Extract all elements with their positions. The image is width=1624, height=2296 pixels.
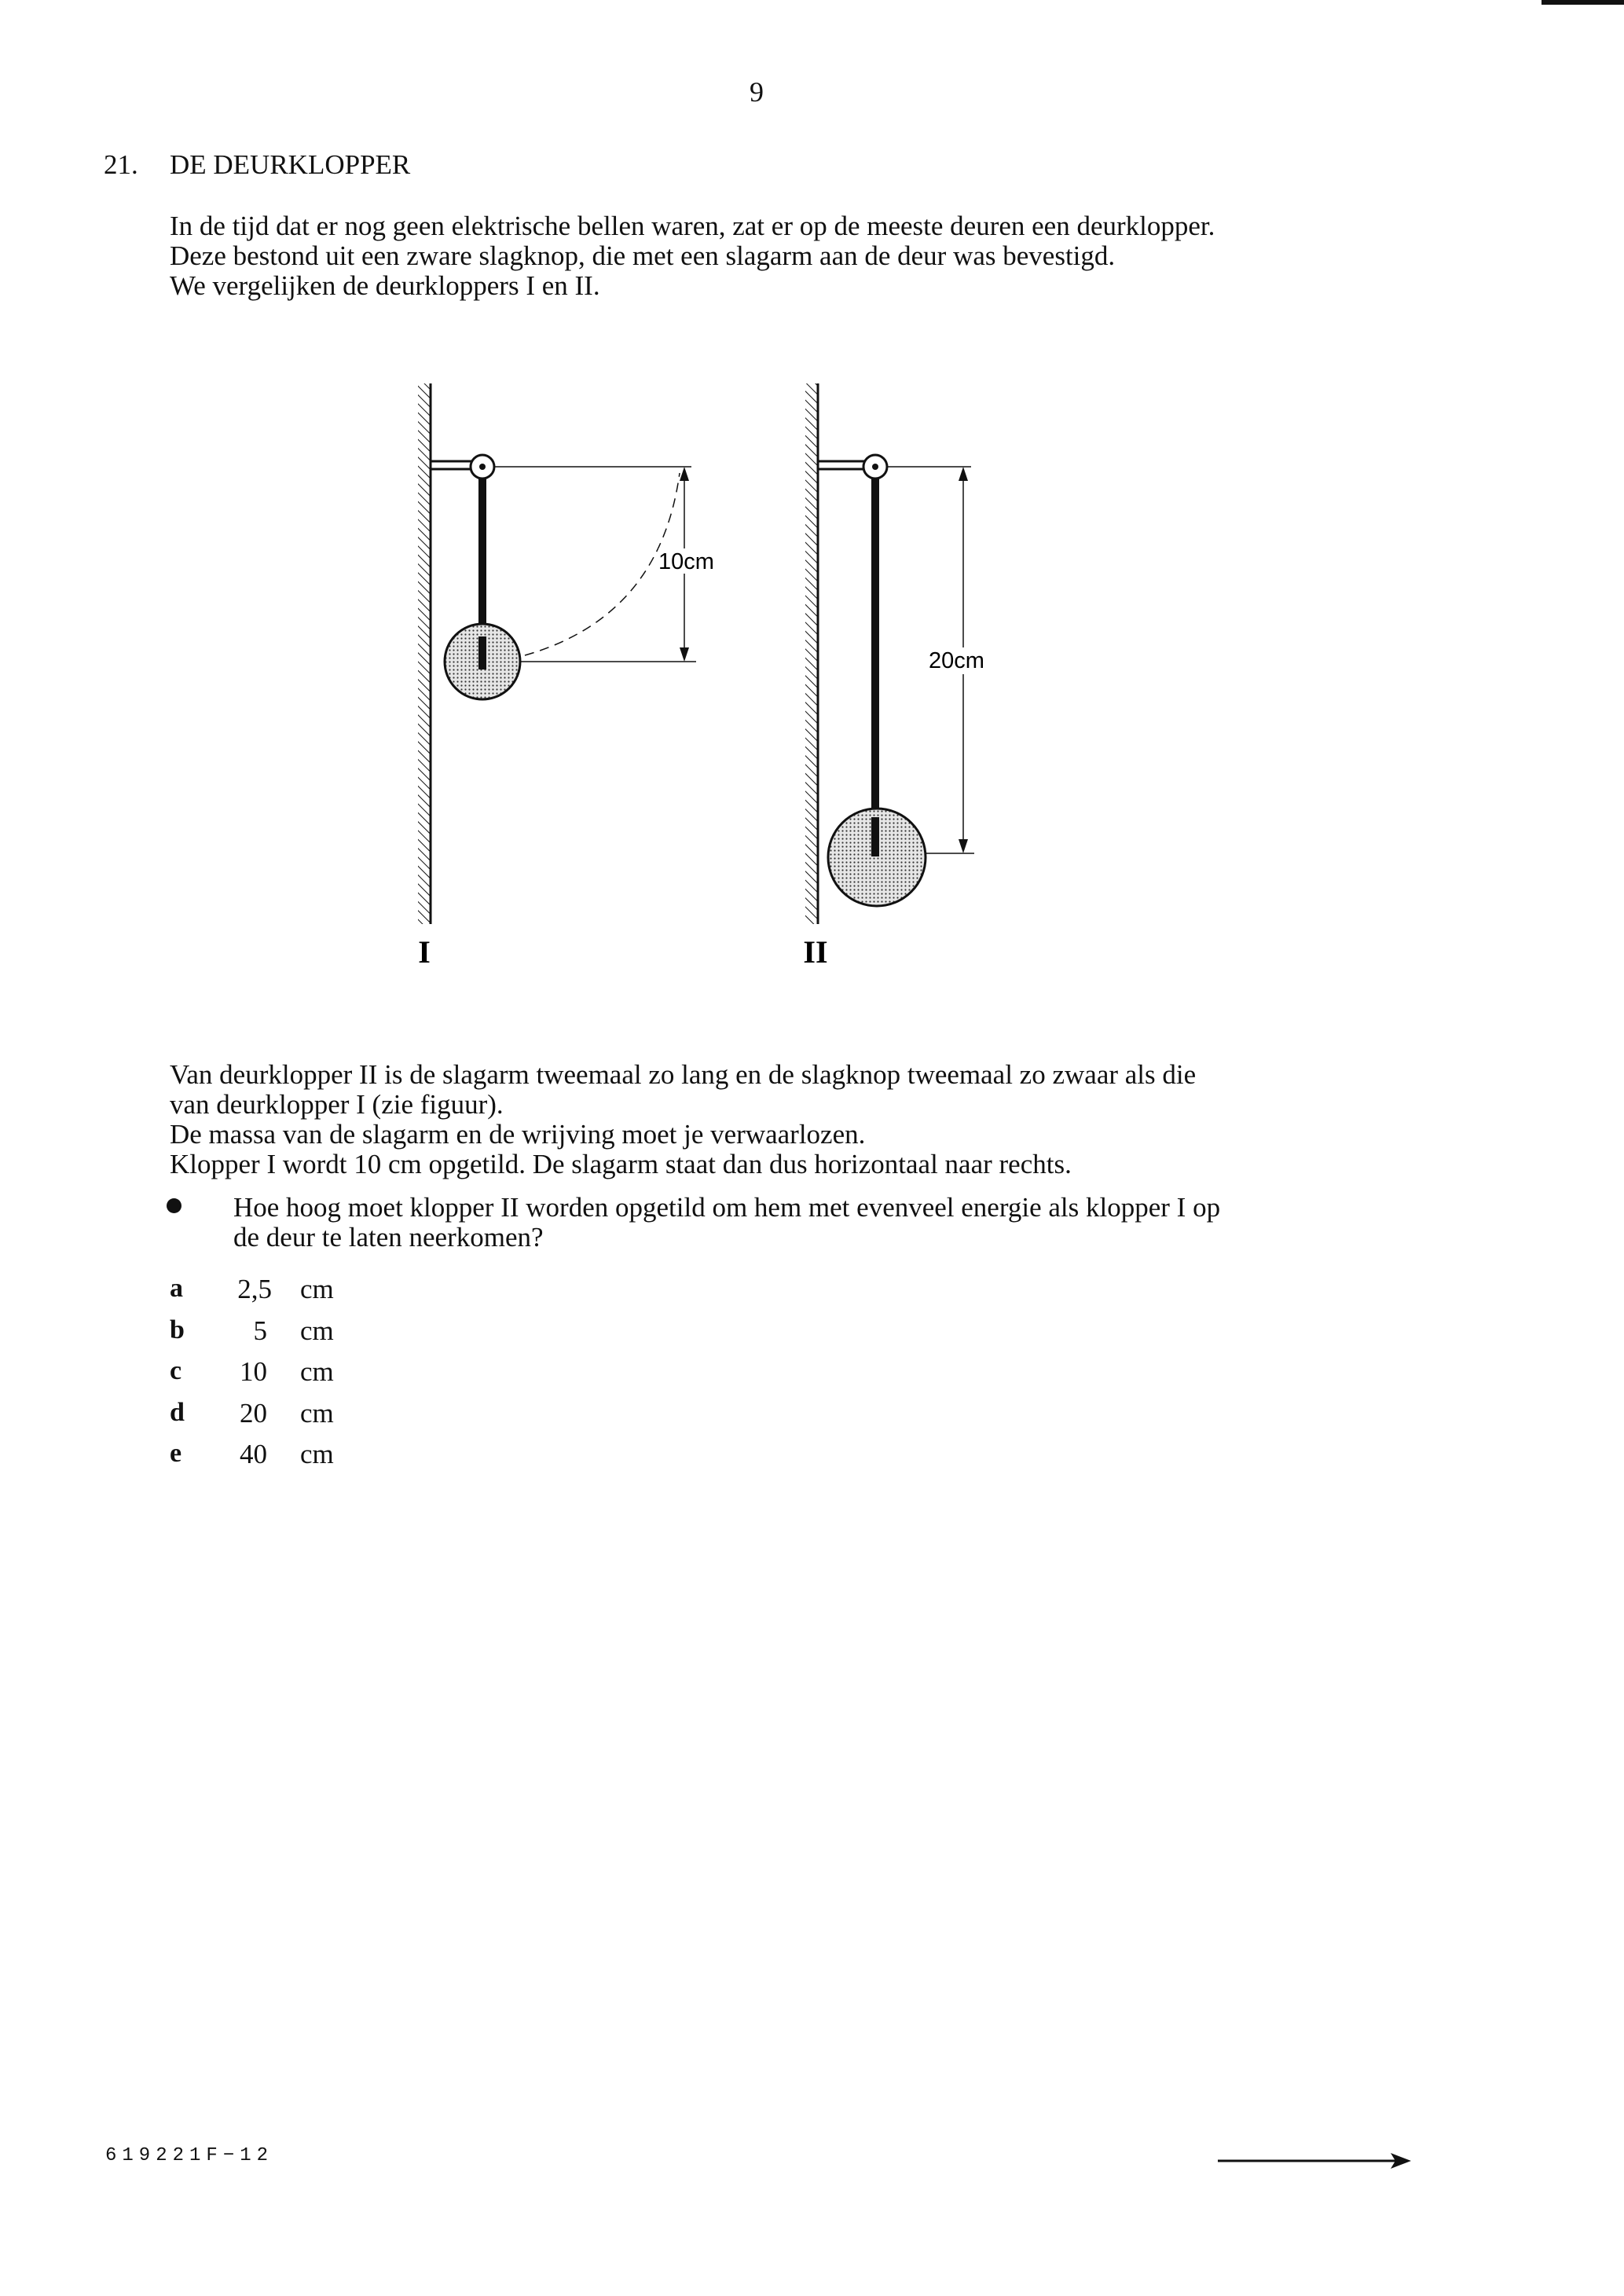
intro-line: Deze bestond uit een zware slagknop, die met een slagarm aan de deur was bevestigd. [170,240,1116,271]
swing-arc-1 [525,473,680,655]
option-unit-d: cm [300,1398,334,1429]
option-letter-a: a [170,1274,183,1303]
next-page-arrow-icon [1216,2149,1413,2173]
question-number: 21. [104,149,138,180]
body-line: Van deurklopper II is de slagarm tweemaal zo lang en de slagknop tweemaal zo zwaar als die [170,1059,1197,1090]
knocker-label-1: I [418,934,431,970]
option-unit-e: cm [300,1439,334,1469]
intro-paragraph [170,211,1215,301]
prompt-line: Hoe hoog moet klopper II worden opgetild om hem met evenveel energie als klopper I op [233,1192,1221,1223]
knocker-label-2: II [803,934,828,970]
option-letter-d: d [170,1398,185,1427]
option-letter-b: b [170,1315,185,1344]
body-line: Klopper I wordt 10 cm opgetild. De slagarm staat dan dus horizontaal naar rechts. [170,1149,1072,1179]
option-value-b: 5 [253,1315,267,1346]
corner-mark [1542,0,1624,5]
option-value-d: 20 [240,1398,267,1429]
door-wall-2 [805,383,818,924]
body-line: De massa van de slagarm en de wrijving moet je verwaarlozen. [170,1119,866,1150]
question-title: DE DEURKLOPPER [170,149,411,180]
knocker-1 [418,383,714,970]
body-line: van deurklopper I (zie figuur). [170,1089,504,1120]
option-value-e: 40 [240,1439,267,1469]
intro-line: In de tijd dat er nog geen elektrische bellen waren, zat er op de meeste deuren een deurklopper. [170,211,1215,241]
prompt-line: de deur te laten neerkomen? [233,1222,544,1253]
option-unit-a: cm [300,1274,334,1304]
option-value-a: 2,5 [237,1274,272,1304]
footer-code: 619221F−12 [105,2145,274,2166]
door-knocker-figure [409,377,1053,974]
option-letter-e: e [170,1439,182,1468]
question-prompt [233,1193,1220,1253]
door-wall-1 [418,383,431,924]
option-unit-c: cm [300,1356,334,1387]
dimension-label-1: 10cm [658,549,714,574]
option-unit-b: cm [300,1315,334,1346]
option-value-c: 10 [240,1356,267,1387]
body-paragraph [170,1060,1196,1179]
page-number: 9 [750,76,764,108]
option-letter-c: c [170,1356,182,1385]
intro-line: We vergelijken de deurkloppers I en II. [170,270,600,301]
knocker-2 [803,383,998,970]
dimension-label-2: 20cm [929,648,984,673]
bullet-icon [167,1198,181,1213]
